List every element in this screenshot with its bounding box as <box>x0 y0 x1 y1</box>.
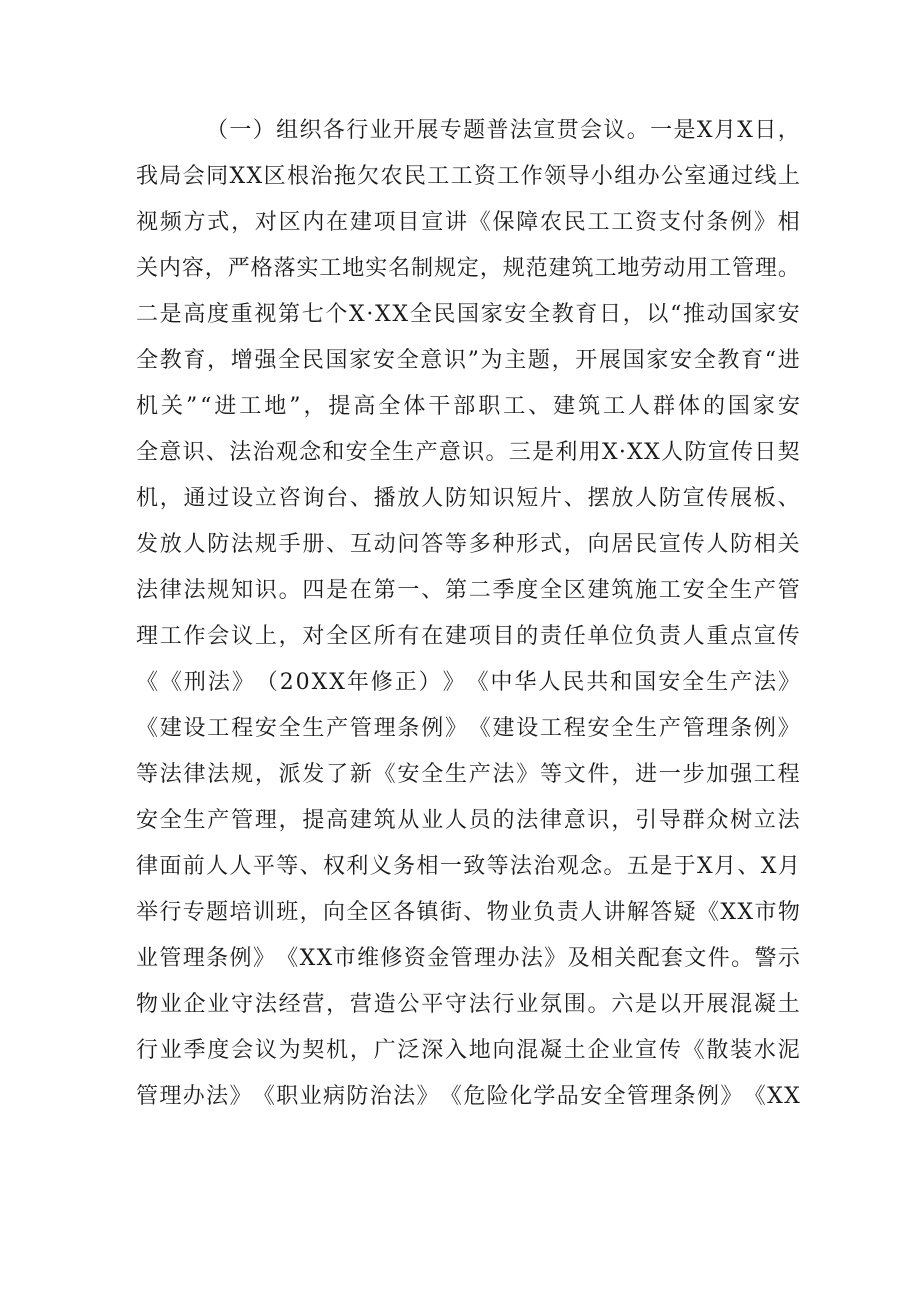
paragraph-line: 机 关 ” “ 进 工 地 ” ， 提 高 全 体 干 部 职 工 、 建 筑 工 人 群 体 的 国 家 安 <box>136 394 800 419</box>
paragraph-line: 举 行 专 题 培 训 班 ， 向 全 区 各 镇 街 、 物 业 负 责 人 讲 解 答 疑 《 X X 市 物 <box>136 900 800 925</box>
paragraph-line: 安 全 生 产 管 理 ， 提 高 建 筑 从 业 人 员 的 法 律 意 识 ， 引 导 群 众 树 立 法 <box>136 808 800 833</box>
paragraph-line: 关 内 容 ， 严 格 落 实 工 地 实 名 制 规 定 ， 规 范 建 筑 工 地 劳 动 用 工 管 理 。 <box>136 256 800 281</box>
paragraph-line: 法 律 法 规 知 识 。 四 是 在 第 一 、 第 二 季 度 全 区 建 筑 施 工 安 全 生 产 管 <box>136 578 800 603</box>
body-paragraph <box>136 108 800 1120</box>
paragraph-line: 物 业 企 业 守 法 经 营 ， 营 造 公 平 守 法 行 业 氛 围 。 六 是 以 开 展 混 凝 土 <box>136 992 800 1017</box>
document-page <box>136 108 800 1120</box>
paragraph-line: 管 理 办 法 》 《 职 业 病 防 治 法 》 《 危 险 化 学 品 安 全 管 理 条 例 》 《 X X <box>136 1084 800 1109</box>
paragraph-line: 发 放 人 防 法 规 手 册 、 互 动 问 答 等 多 种 形 式 ， 向 居 民 宣 传 人 防 相 关 <box>136 532 800 557</box>
paragraph-line: 《 建 设 工 程 安 全 生 产 管 理 条 例 》 《 建 设 工 程 安 全 生 产 管 理 条 例 》 <box>136 716 800 741</box>
paragraph-line: 行 业 季 度 会 议 为 契 机 ， 广 泛 深 入 地 向 混 凝 土 企 业 宣 传 《 散 装 水 泥 <box>136 1038 800 1063</box>
paragraph-line: 等 法 律 法 规 ， 派 发 了 新 《 安 全 生 产 法 》 等 文 件 ， 进 一 步 加 强 工 程 <box>136 762 800 787</box>
paragraph-line: 全 意 识 、 法 治 观 念 和 安 全 生 产 意 识 。 三 是 利 用 X · X X 人 防 宣 传 日 契 <box>136 440 800 465</box>
paragraph-line: 全 教 育 ， 增 强 全 民 国 家 安 全 意 识 ” 为 主 题 ， 开 展 国 家 安 全 教 育 “ 进 <box>136 348 800 373</box>
paragraph-line: （ 一 ） 组 织 各 行 业 开 展 专 题 普 法 宣 贯 会 议 。 一 是 X 月 X 日 ， <box>206 118 800 143</box>
paragraph-line: 我 局 会 同 X X 区 根 治 拖 欠 农 民 工 工 资 工 作 领 导 小 组 办 公 室 通 过 线 上 <box>136 164 800 189</box>
paragraph-line: 理 工 作 会 议 上 ， 对 全 区 所 有 在 建 项 目 的 责 任 单 位 负 责 人 重 点 宣 传 <box>136 624 800 649</box>
paragraph-line: 视 频 方 式 ， 对 区 内 在 建 项 目 宣 讲 《 保 障 农 民 工 工 资 支 付 条 例 》 相 <box>136 210 800 235</box>
paragraph-line: 业 管 理 条 例 》 《 X X 市 维 修 资 金 管 理 办 法 》 及 相 关 配 套 文 件 。 警 示 <box>136 946 800 971</box>
paragraph-line: 二 是 高 度 重 视 第 七 个 X · X X 全 民 国 家 安 全 教 育 日 ， 以 “ 推 动 国 家 安 <box>136 302 800 327</box>
paragraph-line: 律 面 前 人 人 平 等 、 权 利 义 务 相 一 致 等 法 治 观 念 。 五 是 于 X 月 、 X 月 <box>136 854 800 879</box>
paragraph-line: 机 ， 通 过 设 立 咨 询 台 、 播 放 人 防 知 识 短 片 、 摆 放 人 防 宣 传 展 板 、 <box>136 486 800 511</box>
paragraph-line: 《 《 刑 法 》 （ 2 0 X X 年 修 正 ） 》 《 中 华 人 民 共 和 国 安 全 生 产 法 》 <box>136 670 800 695</box>
